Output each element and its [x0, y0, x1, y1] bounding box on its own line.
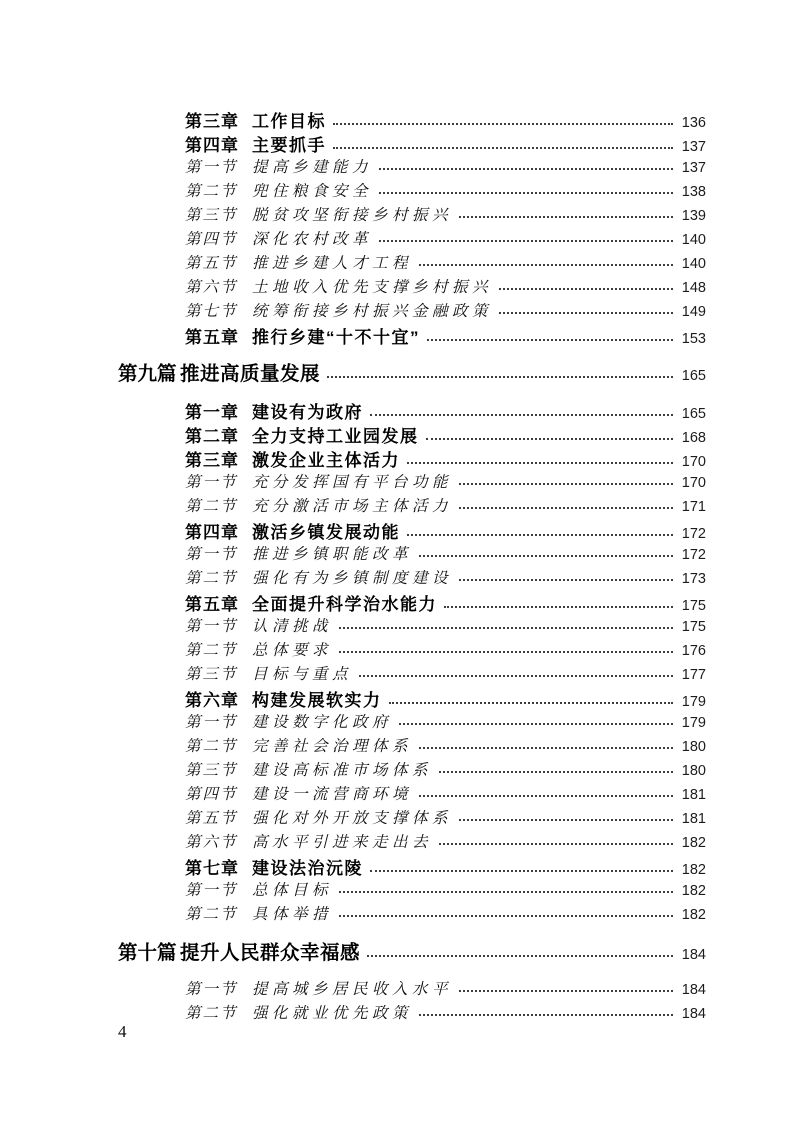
dot-leader [419, 1014, 673, 1016]
toc-entry-section [118, 155, 706, 179]
toc-entry-chapter [118, 686, 706, 710]
toc-entry-page-number: 182 [681, 862, 706, 878]
toc-entry-title: 全面提升科学治水能力 [252, 595, 437, 614]
toc-entry-title: 脱贫攻坚衔接乡村振兴 [252, 207, 453, 224]
dot-leader [419, 795, 673, 797]
toc-entry-label: 第一节 [185, 159, 238, 176]
toc-entry-page-number: 139 [681, 208, 706, 224]
toc-entry-label: 第九篇 [118, 364, 177, 385]
toc-entry-chapter [118, 323, 706, 347]
toc-entry-page-number: 177 [681, 667, 706, 683]
toc-entry-title: 强化对外开放支撑体系 [252, 810, 453, 827]
dot-leader [379, 168, 673, 170]
dot-leader [499, 288, 673, 290]
toc-entry-label: 第三节 [185, 762, 238, 779]
toc-entry-label: 第一节 [185, 546, 238, 563]
toc-entry-page-number: 179 [681, 715, 706, 731]
dot-leader [459, 819, 673, 821]
toc-entry-label: 第二节 [185, 1005, 238, 1022]
toc-entry-chapter [118, 854, 706, 878]
dot-leader [389, 702, 674, 704]
toc-entry-title: 强化有为乡镇制度建设 [252, 570, 453, 587]
toc-entry-page-number: 182 [681, 907, 706, 923]
toc-entry-part [118, 937, 706, 965]
toc-entry-label: 第一节 [185, 981, 238, 998]
toc-entry-section [118, 203, 706, 227]
toc-entry-title: 充分激活市场主体活力 [252, 498, 453, 515]
toc-entry-page-number: 181 [681, 811, 706, 827]
dot-leader [333, 123, 673, 125]
toc-entry-label: 第六节 [185, 279, 238, 296]
toc-entry-label: 第五节 [185, 810, 238, 827]
toc-entry-section [118, 734, 706, 758]
dot-leader [379, 192, 673, 194]
toc-entry-page-number: 184 [681, 982, 706, 998]
toc-entry-page-number: 138 [681, 184, 706, 200]
toc-entry-section [118, 542, 706, 566]
dot-leader [459, 507, 673, 509]
dot-leader [327, 376, 673, 378]
dot-leader [419, 555, 673, 557]
toc-entry-label: 第一节 [185, 882, 238, 899]
toc-entry-title: 全力支持工业园发展 [252, 427, 419, 446]
footer-page-number: 4 [118, 1022, 127, 1041]
toc-entry-title: 提高城乡居民收入水平 [252, 981, 453, 998]
toc-entry-title: 构建发展软实力 [252, 691, 382, 710]
toc-entry-label: 第五节 [185, 255, 238, 272]
toc-entry-title: 统筹衔接乡村振兴金融政策 [252, 303, 493, 320]
toc-entry-label: 第六节 [185, 834, 238, 851]
dot-leader [459, 483, 673, 485]
toc-entry-title: 强化就业优先政策 [252, 1005, 413, 1022]
dot-leader [407, 534, 673, 536]
dot-leader [407, 462, 673, 464]
toc-entry-label: 第二节 [185, 642, 238, 659]
toc-entry-title: 提升人民群众幸福感 [180, 943, 361, 964]
toc-entry-page-number: 140 [681, 256, 706, 272]
toc-entry-page-number: 180 [681, 763, 706, 779]
toc-entry-label: 第五章 [185, 595, 239, 614]
toc-entry-label: 第二节 [185, 183, 238, 200]
toc-entry-section [118, 299, 706, 323]
toc-entry-label: 第三节 [185, 207, 238, 224]
toc-entry-page-number: 137 [681, 139, 706, 155]
dot-leader [419, 747, 673, 749]
toc-entry-label: 第七节 [185, 303, 238, 320]
toc-entry-page-number: 182 [681, 883, 706, 899]
toc-entry-title: 充分发挥国有平台功能 [252, 474, 453, 491]
toc-entry-label: 第四节 [185, 231, 238, 248]
dot-leader [439, 771, 673, 773]
toc-entry-title: 推进高质量发展 [180, 364, 321, 385]
toc-entry-page-number: 173 [681, 571, 706, 587]
toc-entry-page-number: 165 [681, 368, 706, 384]
toc-entry-section [118, 662, 706, 686]
toc-entry-title: 兜住粮食安全 [252, 183, 373, 200]
toc-entry-page-number: 181 [681, 787, 706, 803]
toc-entry-label: 第二节 [185, 570, 238, 587]
dot-leader [459, 216, 673, 218]
dot-leader [379, 240, 673, 242]
toc-entry-label: 第三节 [185, 666, 238, 683]
dot-leader [339, 891, 673, 893]
toc-entry-page-number: 184 [681, 1006, 706, 1022]
toc-entry-section [118, 758, 706, 782]
dot-leader [426, 438, 674, 440]
toc-entry-title: 主要抓手 [252, 136, 326, 155]
dot-leader [359, 675, 673, 677]
toc-entry-page-number: 175 [681, 619, 706, 635]
toc-entry-page-number: 179 [681, 694, 706, 710]
toc-entry-title: 工作目标 [252, 112, 326, 131]
toc-entry-title: 建设有为政府 [252, 403, 363, 422]
toc-entry-page-number: 175 [681, 598, 706, 614]
toc-entry-page-number: 172 [681, 526, 706, 542]
toc-entry-section [118, 227, 706, 251]
toc-entry-title: 建设一流营商环境 [252, 786, 413, 803]
toc-entry-title: 土地收入优先支撑乡村振兴 [252, 279, 493, 296]
toc-entry-page-number: 171 [681, 499, 706, 515]
toc-entry-section [118, 494, 706, 518]
toc-entry-label: 第四章 [185, 136, 239, 155]
toc-entry-title: 完善社会治理体系 [252, 738, 413, 755]
dot-leader [339, 915, 673, 917]
toc-entry-label: 第四章 [185, 523, 239, 542]
toc-entry-label: 第二节 [185, 906, 238, 923]
toc-entry-chapter [118, 446, 706, 470]
toc-entry-title: 建设法治沅陵 [252, 859, 363, 878]
toc-entry-title: 具体举措 [252, 906, 333, 923]
toc-entry-section [118, 710, 706, 734]
toc-entry-page-number: 137 [681, 160, 706, 176]
toc-entry-section [118, 566, 706, 590]
toc-entry-title: 建设数字化政府 [252, 714, 393, 731]
toc-entry-section [118, 878, 706, 902]
toc-entry-page-number: 149 [681, 304, 706, 320]
toc-entry-section [118, 251, 706, 275]
toc-entry-chapter [118, 107, 706, 131]
toc-entry-page-number: 136 [681, 115, 706, 131]
toc-entry-page-number: 172 [681, 547, 706, 563]
dot-leader [427, 339, 673, 341]
toc-entry-label: 第三章 [185, 451, 239, 470]
toc-entry-section [118, 782, 706, 806]
toc-entry-page-number: 184 [681, 947, 706, 963]
toc-entry-label: 第三章 [185, 112, 239, 131]
toc-entry-chapter [118, 398, 706, 422]
toc-entry-title: 总体目标 [252, 882, 333, 899]
toc-entry-page-number: 140 [681, 232, 706, 248]
dot-leader [370, 870, 673, 872]
dot-leader [339, 627, 673, 629]
dot-leader [439, 843, 673, 845]
toc-entry-section [118, 902, 706, 926]
toc-entry-page-number: 165 [681, 406, 706, 422]
toc-entry-page-number: 170 [681, 475, 706, 491]
toc-entry-title: 认清挑战 [252, 618, 333, 635]
toc-entry-label: 第一节 [185, 714, 238, 731]
dot-leader [459, 990, 673, 992]
toc-entry-title: 激活乡镇发展动能 [252, 523, 400, 542]
dot-leader [399, 723, 673, 725]
toc-entry-label: 第五章 [185, 328, 239, 347]
toc-entry-section [118, 806, 706, 830]
toc-entry-label: 第一章 [185, 403, 239, 422]
dot-leader [419, 264, 673, 266]
table-of-contents [118, 107, 706, 1025]
toc-entry-page-number: 153 [681, 331, 706, 347]
toc-entry-title: 推行乡建“十不十宜” [252, 328, 420, 347]
dot-leader [370, 414, 673, 416]
dot-leader [459, 579, 673, 581]
toc-entry-section [118, 1001, 706, 1025]
toc-entry-title: 目标与重点 [252, 666, 353, 683]
toc-entry-label: 第七章 [185, 859, 239, 878]
toc-entry-title: 激发企业主体活力 [252, 451, 400, 470]
toc-entry-section [118, 275, 706, 299]
toc-entry-section [118, 830, 706, 854]
toc-entry-label: 第十篇 [118, 943, 177, 964]
toc-entry-label: 第一节 [185, 474, 238, 491]
toc-entry-label: 第二节 [185, 498, 238, 515]
toc-entry-page-number: 170 [681, 454, 706, 470]
toc-entry-section [118, 977, 706, 1001]
toc-entry-label: 第四节 [185, 786, 238, 803]
toc-entry-section [118, 470, 706, 494]
toc-entry-section [118, 179, 706, 203]
toc-entry-section [118, 614, 706, 638]
toc-entry-title: 建设高标准市场体系 [252, 762, 433, 779]
toc-entry-label: 第二章 [185, 427, 239, 446]
toc-entry-page-number: 180 [681, 739, 706, 755]
toc-entry-chapter [118, 131, 706, 155]
dot-leader [333, 147, 673, 149]
toc-entry-label: 第六章 [185, 691, 239, 710]
toc-entry-label: 第二节 [185, 738, 238, 755]
toc-entry-page-number: 176 [681, 643, 706, 659]
toc-entry-title: 提高乡建能力 [252, 159, 373, 176]
dot-leader [499, 312, 673, 314]
toc-entry-title: 深化农村改革 [252, 231, 373, 248]
toc-entry-title: 推进乡镇职能改革 [252, 546, 413, 563]
toc-entry-title: 总体要求 [252, 642, 333, 659]
toc-entry-title: 高水平引进来走出去 [252, 834, 433, 851]
toc-entry-label: 第一节 [185, 618, 238, 635]
dot-leader [367, 955, 673, 957]
toc-entry-chapter [118, 590, 706, 614]
toc-entry-page-number: 182 [681, 835, 706, 851]
toc-entry-chapter [118, 422, 706, 446]
dot-leader [444, 606, 673, 608]
toc-entry-page-number: 168 [681, 430, 706, 446]
toc-entry-page-number: 148 [681, 280, 706, 296]
toc-entry-chapter [118, 518, 706, 542]
dot-leader [339, 651, 673, 653]
toc-entry-title: 推进乡建人才工程 [252, 255, 413, 272]
toc-entry-section [118, 638, 706, 662]
toc-entry-part [118, 358, 706, 386]
